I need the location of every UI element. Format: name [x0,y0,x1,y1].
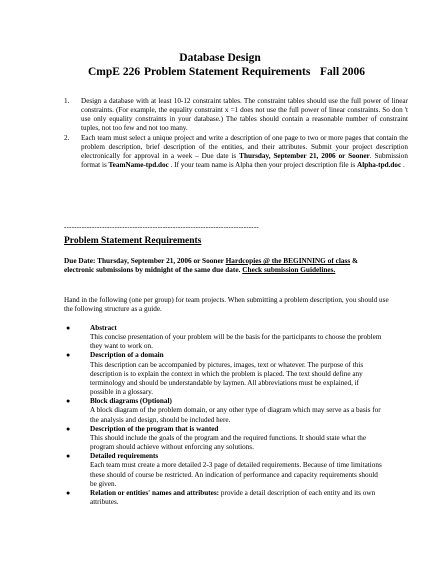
list-item [64,324,382,351]
list-item [64,425,382,452]
item-number: 1. [64,97,70,105]
bullet-desc: This concise presentation of your problem will be the basis for the participants to choose the problem they want to work on. [90,333,382,351]
bullet-desc: A block diagram of the problem domain, or any other type of diagram which may serve as a basis for the analysis and design, should be included here. [90,406,381,424]
item-text: Each team must select a unique project and write a description of one page to two or more pages that contain the problem description, brief description of the entities, and their attributes. Submit your project description electronically for approval in a week – Due date is [81,133,408,160]
bullet-icon: ● [66,424,71,433]
due-date-rest: & electronic submissions by midnight of the same due date. [64,256,359,275]
list-item [64,397,382,424]
bullet-title: Detailed requirements [90,452,159,461]
section-title: Problem Statement Requirements [64,236,202,246]
term: Fall 2006 [320,66,366,78]
bullet-title: Description of the program that is wanted [90,424,219,433]
item-text-end: . [401,161,405,170]
bullet-icon: ● [66,351,71,360]
divider-line: ----------------------------------------------------------------------------- [64,223,259,231]
bullet-desc: This should include the goals of the program and the required functions. It should state what the program should achieve without enforcing any solutions. [90,433,367,452]
bullet-title: Relation or entities' names and attributes: [90,488,220,497]
bullet-icon: ● [66,488,71,497]
submission-format: TeamName-tpd.doc [108,161,169,170]
item-number: 2. [64,133,70,142]
check-guidelines: Check submission Guidelines. [242,265,336,275]
hardcopies-note: Hardcopies @ the BEGINNING of class [225,256,351,265]
intro-paragraph: Hand in the following (one per group) for team projects. When submitting a problem description, you should use the following structure as a guide. [64,296,389,314]
bullet-desc: This description can be accompanied by pictures, images, text or whatever. The purpose of this description is to explain the context in which the problem is placed. The text should define any terminology and should be understandable by laymen. All abbreviations must be explained, if possible in a glossary. [90,360,364,397]
structure-list [64,324,382,507]
item-text: Design a database with at least 10-12 constraint tables. The constraint tables should use the full power of linear constraints. (For example, the equality constraint x =1 does not use the full power of linear constraints. So don 't use only equality constraints in your database.) The tables should contain a reasonable number of constraint tuples, not too few and not too many. [81,97,408,133]
due-date-block [64,256,384,275]
bullet-icon: ● [66,324,71,332]
bullet-icon: ● [66,452,71,461]
item-text-cont: . If your team name is Alpha then your project description file is [168,161,358,170]
bullet-icon: ● [66,397,71,406]
due-date-inline: Thursday, September 21, 2006 or Sooner [239,151,370,160]
subject-title: Problem Statement Requirements [144,66,311,78]
bullet-desc: provide a detail description of each entity and its own attributes. [90,488,376,506]
list-item [64,351,382,397]
item-text-cont: . Submission format is [81,151,408,170]
course-code: CmpE 226 [88,66,141,78]
due-date-prefix: Due Date: Thursday, September 21, 2006 or Sooner [64,256,226,265]
list-item [64,489,382,507]
numbered-list [64,97,408,170]
bullet-title: Abstract [90,324,117,332]
bullet-title: Description of a domain [90,351,164,360]
list-item-1 [64,97,408,134]
list-item-2 [64,134,408,171]
example-filename: Alpha-tpd.doc [357,161,402,170]
bullet-desc: Each team must create a more detailed 2-3 page of detailed requirements. Because of time limitations these should of course be restricted. An indication of performance and capacity requirements should be given. [90,461,382,488]
list-item [64,452,382,489]
document-title: Database Design [179,52,261,64]
bullet-title: Block diagrams (Optional) [90,397,172,406]
